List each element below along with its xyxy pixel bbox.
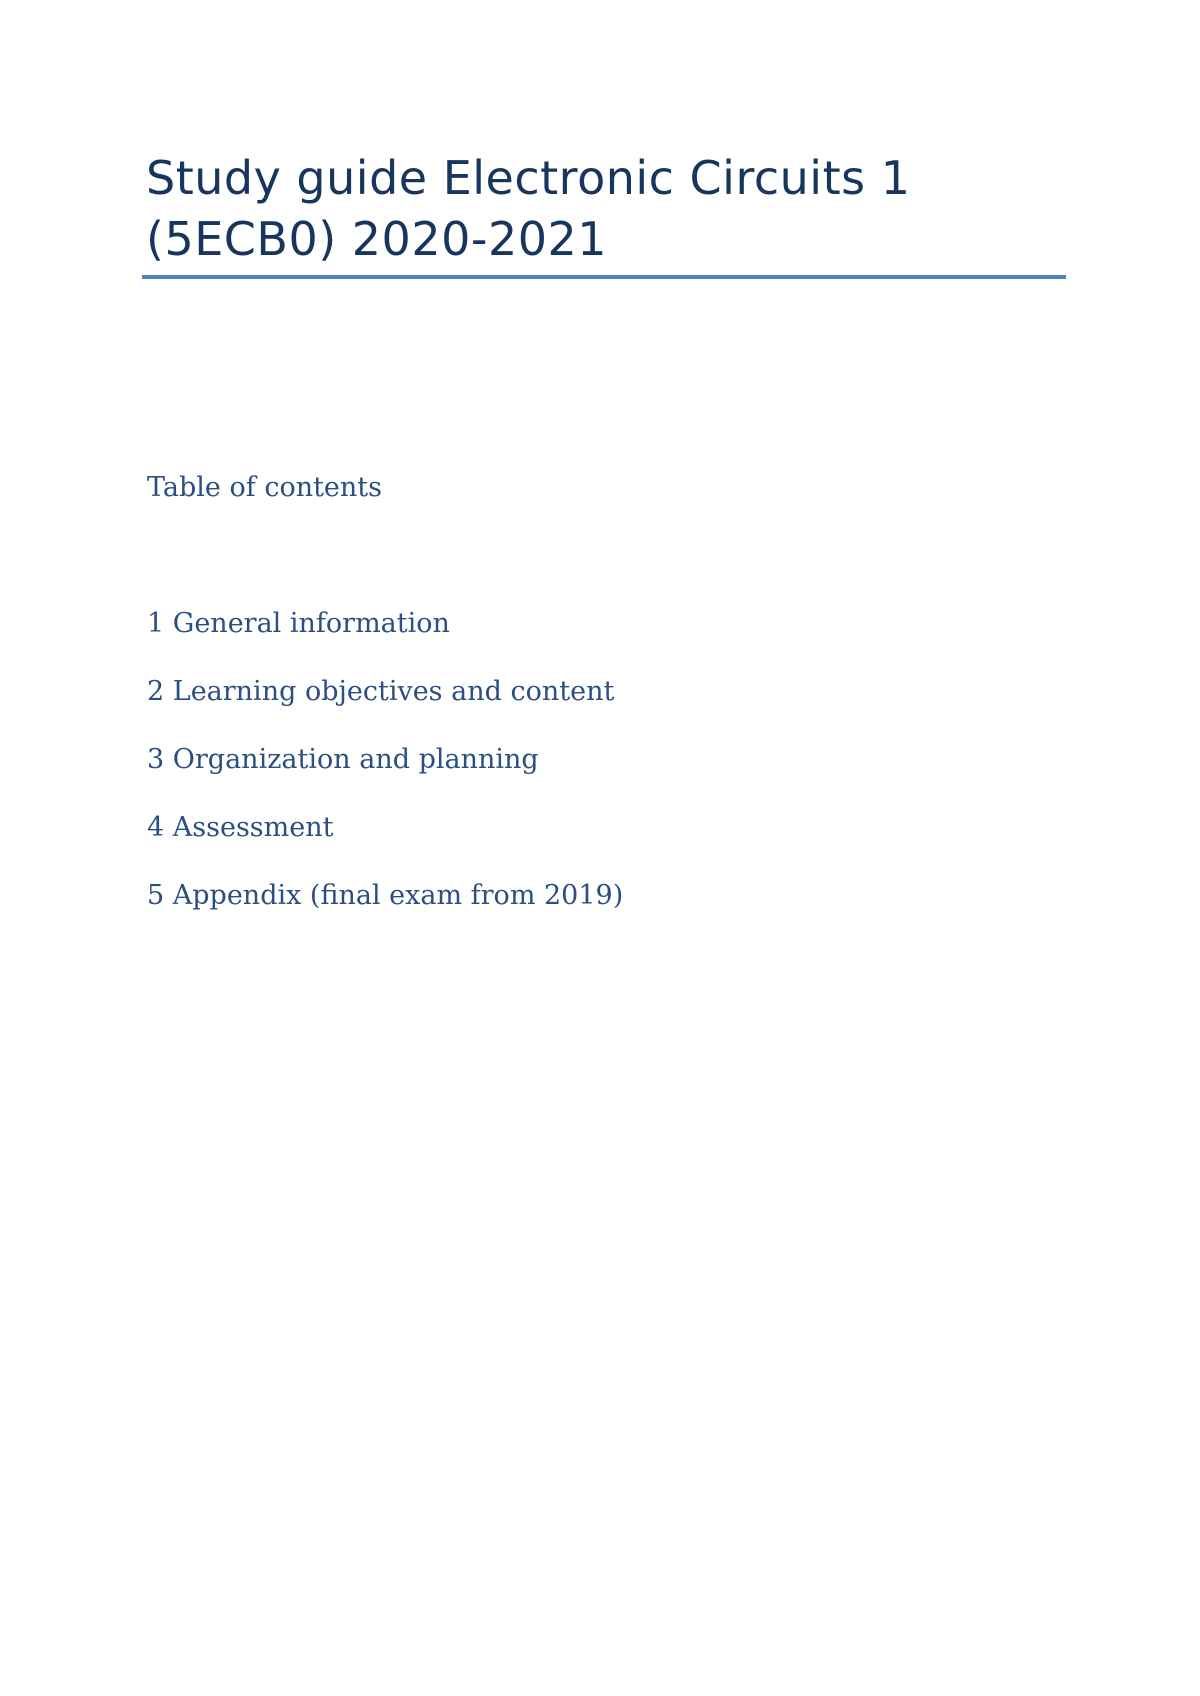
- toc-item-assessment[interactable]: 4 Assessment: [147, 812, 334, 843]
- title-block: [146, 148, 1066, 270]
- toc-item-learning-objectives[interactable]: 2 Learning objectives and content: [147, 676, 615, 707]
- page-title: [146, 148, 1066, 270]
- toc-list: [147, 606, 623, 946]
- toc-item-general-information[interactable]: 1 General information: [147, 608, 450, 639]
- title-underline-divider: [142, 275, 1066, 279]
- toc-item-appendix[interactable]: 5 Appendix (final exam from 2019): [147, 880, 624, 911]
- toc-item-organization-planning[interactable]: 3 Organization and planning: [147, 744, 539, 775]
- page-title-line-1: Study guide Electronic Circuits 1: [146, 151, 911, 205]
- page-title-line-2: (5ECB0) 2020-2021: [146, 212, 608, 266]
- toc-heading: Table of contents: [147, 472, 383, 503]
